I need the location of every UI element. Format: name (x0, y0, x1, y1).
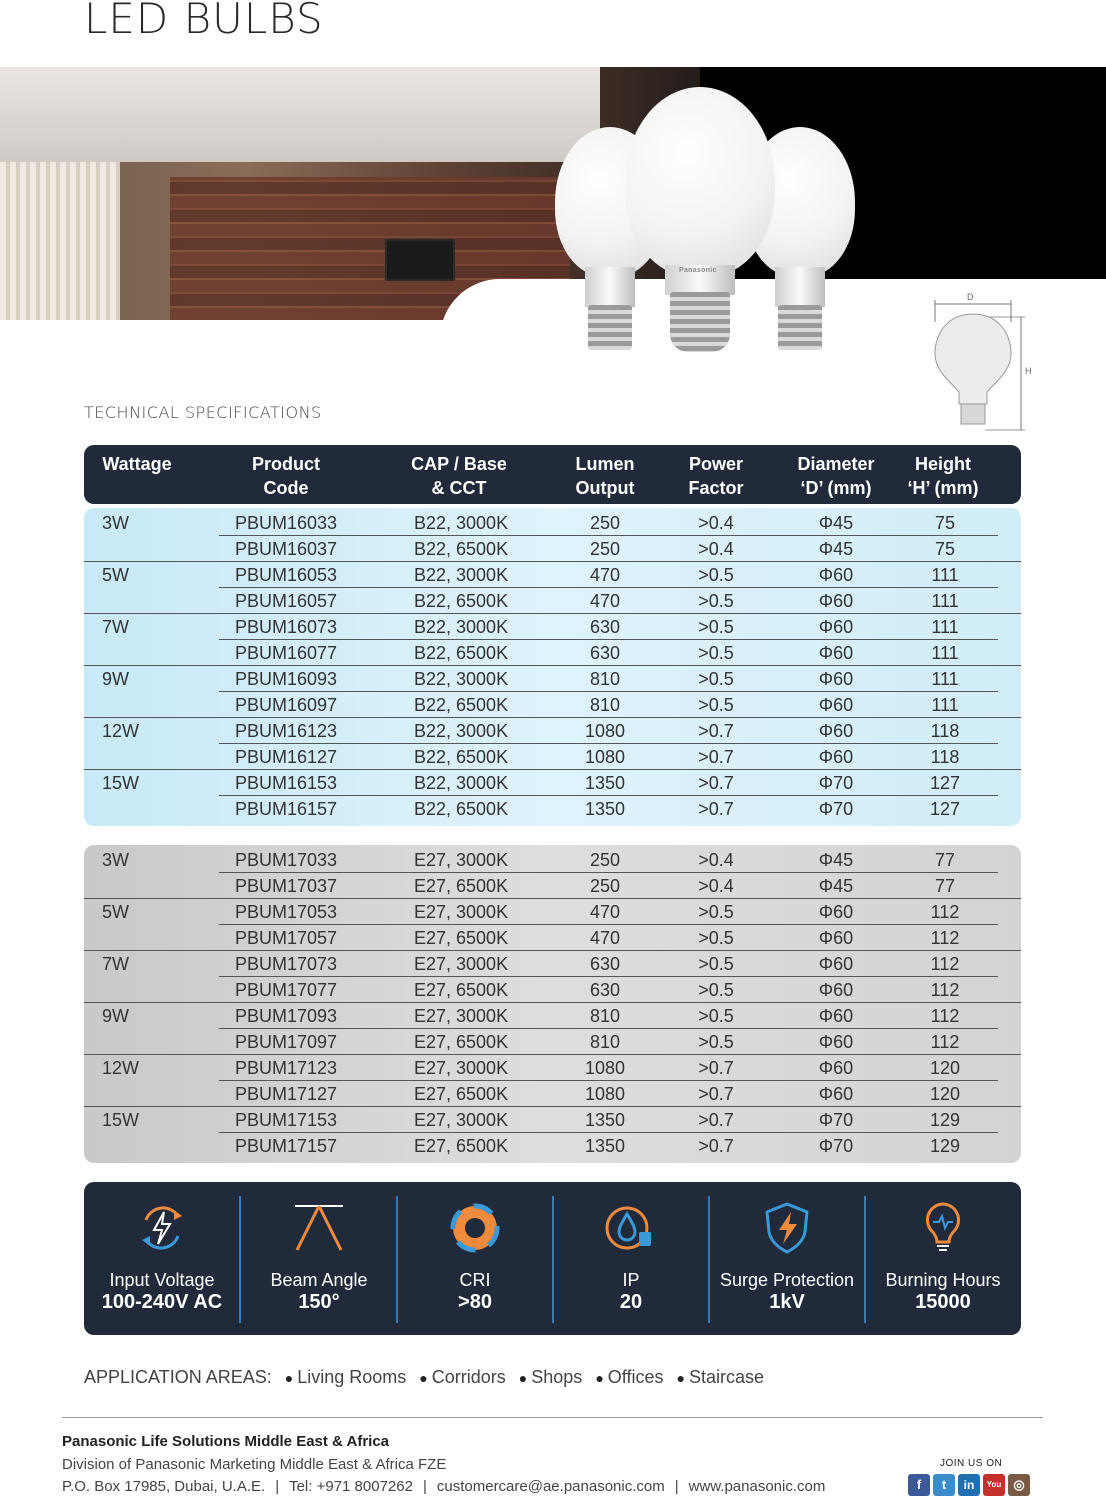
power-factor-cell: >0.7 (698, 1058, 734, 1078)
cap-cct-cell: E27, 3000K (414, 1058, 509, 1078)
footer-company: Panasonic Life Solutions Middle East & Africa (62, 1433, 390, 1450)
cri-icon (445, 1198, 505, 1258)
product-code-cell: PBUM17123 (235, 1058, 338, 1078)
header-height: Height ‘H’ (mm) (907, 454, 979, 498)
power-factor-cell: >0.7 (698, 1136, 734, 1156)
cap-cct-cell: E27, 3000K (414, 1006, 509, 1026)
wattage-cell: 5W (102, 565, 129, 585)
spec-table-header (84, 445, 1021, 504)
table-row (84, 899, 1021, 925)
cap-cct-cell: B22, 6500K (414, 695, 509, 715)
table-row (84, 1055, 1021, 1081)
wattage-cell: 3W (102, 850, 129, 870)
beam-angle-icon (289, 1198, 349, 1258)
application-item: Corridors (431, 1367, 506, 1387)
footer-division: Division of Panasonic Marketing Middle East & Africa FZE (62, 1456, 447, 1473)
product-code-cell: PBUM17127 (235, 1084, 338, 1104)
power-factor-cell: >0.7 (698, 1110, 734, 1130)
feature-surge-protection (709, 1182, 865, 1335)
wattage-cell: 7W (102, 617, 129, 637)
table-row (84, 536, 1021, 562)
youtube-icon[interactable]: You (983, 1474, 1005, 1496)
footer-contact: P.O. Box 17985, Dubai, U.A.E. | Tel: +971 8007262 | customercare@ae.panasonic.com | www.panasonic.com (62, 1478, 826, 1495)
lumen-cell: 1350 (584, 1110, 626, 1130)
table-row (84, 588, 1021, 614)
diameter-cell: Φ60 (818, 1058, 854, 1078)
page-title: LED BULBS (84, 0, 324, 43)
height-cell: 75 (934, 539, 956, 559)
feature-label: IP (622, 1270, 640, 1290)
table-row (84, 510, 1021, 536)
height-cell: 111 (931, 565, 959, 585)
footer-email-link[interactable]: customercare@ae.panasonic.com (436, 1478, 665, 1495)
application-item: Living Rooms (297, 1367, 407, 1387)
footer-divider (62, 1417, 1043, 1418)
input-voltage-icon (132, 1198, 192, 1258)
application-item: Offices (607, 1367, 664, 1387)
table-row (84, 614, 1021, 640)
height-cell: 112 (930, 1032, 960, 1052)
join-us-label: JOIN US ON (940, 1458, 1003, 1469)
cap-cct-cell: B22, 3000K (414, 773, 509, 793)
application-item: Shops (531, 1367, 583, 1387)
diameter-cell: Φ60 (818, 565, 854, 585)
product-code-cell: PBUM17097 (235, 1032, 338, 1052)
lumen-cell: 1350 (584, 773, 626, 793)
product-code-cell: PBUM16093 (235, 669, 338, 689)
table-row (84, 1107, 1021, 1133)
diameter-cell: Φ70 (818, 1110, 854, 1130)
lumen-cell: 470 (589, 565, 621, 585)
height-cell: 112 (930, 1006, 960, 1026)
height-cell: 129 (929, 1110, 961, 1130)
cap-cct-cell: B22, 3000K (414, 669, 509, 689)
product-code-cell: PBUM16057 (235, 591, 338, 611)
diameter-cell: Φ60 (818, 902, 854, 922)
power-factor-cell: >0.5 (698, 643, 734, 663)
lumen-cell: 250 (589, 850, 621, 870)
feature-value: 150° (298, 1291, 340, 1313)
diameter-cell: Φ45 (818, 513, 854, 533)
height-cell: 118 (930, 721, 960, 741)
feature-value: 15000 (915, 1291, 971, 1313)
diameter-cell: Φ70 (818, 773, 854, 793)
wattage-cell: 12W (102, 1058, 140, 1078)
height-cell: 112 (930, 980, 960, 1000)
feature-value: 1kV (769, 1291, 805, 1313)
diameter-cell: Φ60 (818, 747, 854, 767)
diameter-cell: Φ60 (818, 1084, 854, 1104)
product-code-cell: PBUM16033 (235, 513, 338, 533)
cap-cct-cell: B22, 6500K (414, 591, 509, 611)
diameter-cell: Φ60 (818, 643, 854, 663)
height-cell: 112 (930, 954, 960, 974)
table-row (84, 1133, 1021, 1159)
header-lumen-output: Lumen Output (575, 454, 635, 498)
product-code-cell: PBUM17057 (235, 928, 338, 948)
footer-address: P.O. Box 17985, Dubai, U.A.E. (62, 1478, 266, 1495)
diameter-cell: Φ45 (818, 539, 854, 559)
table-row (84, 847, 1021, 873)
product-code-cell: PBUM17093 (235, 1006, 338, 1026)
lumen-cell: 810 (589, 695, 621, 715)
diameter-cell: Φ60 (818, 928, 854, 948)
feature-label: Input Voltage (109, 1270, 215, 1290)
cap-cct-cell: E27, 6500K (414, 1084, 509, 1104)
lumen-cell: 1080 (584, 721, 626, 741)
diameter-cell: Φ60 (818, 1006, 854, 1026)
cap-cct-cell: E27, 3000K (414, 850, 509, 870)
dimension-d-label: D (967, 292, 974, 302)
table-row (84, 666, 1021, 692)
product-code-cell: PBUM16077 (235, 643, 338, 663)
feature-label: Burning Hours (885, 1270, 1001, 1290)
height-cell: 112 (930, 928, 960, 948)
power-factor-cell: >0.5 (698, 1006, 734, 1026)
height-cell: 120 (929, 1058, 961, 1078)
wattage-cell: 7W (102, 954, 129, 974)
lumen-cell: 1350 (584, 1136, 626, 1156)
height-cell: 120 (929, 1084, 961, 1104)
table-row (84, 925, 1021, 951)
lumen-cell: 1080 (584, 747, 626, 767)
feature-label: Beam Angle (270, 1270, 368, 1290)
height-cell: 118 (930, 747, 960, 767)
application-areas: APPLICATION AREAS: ● Living Rooms ● Corridors ● Shops ● Offices ● Staircase (84, 1367, 764, 1387)
feature-cri (397, 1182, 553, 1335)
power-factor-cell: >0.4 (698, 513, 734, 533)
diameter-cell: Φ60 (818, 1032, 854, 1052)
cap-cct-cell: B22, 3000K (414, 617, 509, 637)
lumen-cell: 810 (589, 1032, 621, 1052)
surge-protection-icon (757, 1198, 817, 1258)
bulb-brand-label: Panasonic (679, 267, 717, 274)
cap-cct-cell: E27, 6500K (414, 928, 509, 948)
dimension-h-label: H (1025, 366, 1032, 376)
lumen-cell: 470 (589, 591, 621, 611)
power-factor-cell: >0.4 (698, 850, 734, 870)
facebook-icon[interactable]: f (908, 1474, 930, 1496)
cap-cct-cell: E27, 6500K (414, 1032, 509, 1052)
power-factor-cell: >0.5 (698, 980, 734, 1000)
power-factor-cell: >0.5 (698, 954, 734, 974)
header-wattage: Wattage (102, 454, 172, 474)
table-row (84, 1029, 1021, 1055)
feature-input-voltage (84, 1182, 240, 1335)
power-factor-cell: >0.5 (698, 669, 734, 689)
feature-burning-hours (865, 1182, 1021, 1335)
cap-cct-cell: E27, 6500K (414, 876, 509, 896)
footer-website-link[interactable]: www.panasonic.com (688, 1478, 826, 1495)
table-row (84, 744, 1021, 770)
product-code-cell: PBUM16153 (235, 773, 338, 793)
application-item: Staircase (688, 1367, 764, 1387)
linkedin-icon[interactable]: in (958, 1474, 980, 1496)
product-code-cell: PBUM17073 (235, 954, 338, 974)
product-code-cell: PBUM17037 (235, 876, 338, 896)
wattage-cell: 5W (102, 902, 129, 922)
lumen-cell: 630 (589, 617, 621, 637)
feature-beam-angle (241, 1182, 397, 1335)
height-cell: 111 (931, 695, 959, 715)
table-row (84, 1003, 1021, 1029)
feature-label: CRI (459, 1270, 491, 1290)
diameter-cell: Φ60 (818, 980, 854, 1000)
diameter-cell: Φ60 (818, 695, 854, 715)
height-cell: 75 (934, 513, 956, 533)
e27-spec-group (84, 845, 1021, 1163)
product-code-cell: PBUM16097 (235, 695, 338, 715)
height-cell: 111 (931, 617, 959, 637)
height-cell: 112 (930, 902, 960, 922)
height-cell: 127 (929, 799, 961, 819)
diameter-cell: Φ60 (818, 669, 854, 689)
cap-cct-cell: B22, 3000K (414, 513, 509, 533)
twitter-icon[interactable]: t (933, 1474, 955, 1496)
section-label: TECHNICAL SPECIFICATIONS (84, 403, 322, 422)
diameter-cell: Φ60 (818, 954, 854, 974)
cap-cct-cell: E27, 3000K (414, 954, 509, 974)
power-factor-cell: >0.5 (698, 617, 734, 637)
table-row (84, 977, 1021, 1003)
lumen-cell: 810 (589, 1006, 621, 1026)
diameter-cell: Φ70 (818, 799, 854, 819)
product-code-cell: PBUM16073 (235, 617, 338, 637)
lumen-cell: 630 (589, 980, 621, 1000)
product-code-cell: PBUM17053 (235, 902, 338, 922)
product-code-cell: PBUM16053 (235, 565, 338, 585)
header-power-factor: Power Factor (688, 454, 744, 498)
b22-spec-group (84, 508, 1021, 826)
diameter-cell: Φ45 (818, 876, 854, 896)
bulb-dimension-drawing (925, 292, 1035, 432)
power-factor-cell: >0.7 (698, 773, 734, 793)
height-cell: 111 (931, 591, 959, 611)
diameter-cell: Φ60 (818, 721, 854, 741)
product-code-cell: PBUM16037 (235, 539, 338, 559)
table-row (84, 951, 1021, 977)
wattage-cell: 3W (102, 513, 129, 533)
lumen-cell: 250 (589, 876, 621, 896)
wattage-cell: 15W (102, 773, 140, 793)
cap-cct-cell: E27, 6500K (414, 1136, 509, 1156)
height-cell: 77 (934, 850, 956, 870)
features-bar (84, 1182, 1021, 1335)
wattage-cell: 9W (102, 669, 129, 689)
cap-cct-cell: B22, 6500K (414, 643, 509, 663)
table-row (84, 562, 1021, 588)
cap-cct-cell: E27, 3000K (414, 902, 509, 922)
lumen-cell: 250 (589, 539, 621, 559)
power-factor-cell: >0.5 (698, 902, 734, 922)
product-code-cell: PBUM16157 (235, 799, 338, 819)
power-factor-cell: >0.5 (698, 928, 734, 948)
power-factor-cell: >0.4 (698, 539, 734, 559)
cap-cct-cell: B22, 3000K (414, 565, 509, 585)
height-cell: 111 (931, 643, 959, 663)
cap-cct-cell: B22, 6500K (414, 799, 509, 819)
diameter-cell: Φ60 (818, 591, 854, 611)
lumen-cell: 1080 (584, 1058, 626, 1078)
height-cell: 77 (934, 876, 956, 896)
product-code-cell: PBUM16123 (235, 721, 338, 741)
instagram-icon[interactable]: ◎ (1008, 1474, 1030, 1496)
power-factor-cell: >0.5 (698, 695, 734, 715)
power-factor-cell: >0.5 (698, 565, 734, 585)
power-factor-cell: >0.7 (698, 721, 734, 741)
wattage-cell: 9W (102, 1006, 129, 1026)
product-code-cell: PBUM17157 (235, 1136, 338, 1156)
e27-bulb-center (625, 87, 775, 367)
power-factor-cell: >0.5 (698, 591, 734, 611)
table-row (84, 873, 1021, 899)
diameter-cell: Φ60 (818, 617, 854, 637)
table-row (84, 1081, 1021, 1107)
cap-cct-cell: E27, 3000K (414, 1110, 509, 1130)
power-factor-cell: >0.7 (698, 799, 734, 819)
cap-cct-cell: B22, 3000K (414, 721, 509, 741)
feature-ip (553, 1182, 709, 1335)
header-diameter: Diameter ‘D’ (mm) (797, 454, 875, 498)
lumen-cell: 1350 (584, 799, 626, 819)
diameter-cell: Φ70 (818, 1136, 854, 1156)
product-code-cell: PBUM17153 (235, 1110, 338, 1130)
height-cell: 127 (929, 773, 961, 793)
height-cell: 111 (931, 669, 959, 689)
table-row (84, 796, 1021, 822)
product-code-cell: PBUM16127 (235, 747, 338, 767)
lumen-cell: 630 (589, 643, 621, 663)
lumen-cell: 250 (589, 513, 621, 533)
diameter-cell: Φ45 (818, 850, 854, 870)
lumen-cell: 470 (589, 902, 621, 922)
wattage-cell: 12W (102, 721, 140, 741)
footer-phone[interactable]: Tel: +971 8007262 (289, 1478, 413, 1495)
height-cell: 129 (929, 1136, 961, 1156)
header-cap-base-cct: CAP / Base & CCT (411, 454, 507, 498)
power-factor-cell: >0.7 (698, 1084, 734, 1104)
lumen-cell: 1080 (584, 1084, 626, 1104)
table-row (84, 770, 1021, 796)
lumen-cell: 630 (589, 954, 621, 974)
lumen-cell: 470 (589, 928, 621, 948)
cap-cct-cell: B22, 6500K (414, 539, 509, 559)
feature-value: 100-240V AC (101, 1291, 223, 1313)
product-code-cell: PBUM17033 (235, 850, 338, 870)
header-product-code: Product Code (251, 454, 320, 498)
feature-value: >80 (458, 1291, 492, 1313)
feature-value: 20 (619, 1291, 643, 1313)
product-code-cell: PBUM17077 (235, 980, 338, 1000)
power-factor-cell: >0.5 (698, 1032, 734, 1052)
table-row (84, 640, 1021, 666)
table-row (84, 718, 1021, 744)
table-row (84, 692, 1021, 718)
wattage-cell: 15W (102, 1110, 140, 1130)
power-factor-cell: >0.4 (698, 876, 734, 896)
feature-label: Surge Protection (719, 1270, 855, 1290)
cap-cct-cell: E27, 6500K (414, 980, 509, 1000)
lumen-cell: 810 (589, 669, 621, 689)
application-areas-label: APPLICATION AREAS: (84, 1367, 272, 1387)
power-factor-cell: >0.7 (698, 747, 734, 767)
ip-icon (601, 1198, 661, 1258)
burning-hours-icon (913, 1198, 973, 1258)
cap-cct-cell: B22, 6500K (414, 747, 509, 767)
